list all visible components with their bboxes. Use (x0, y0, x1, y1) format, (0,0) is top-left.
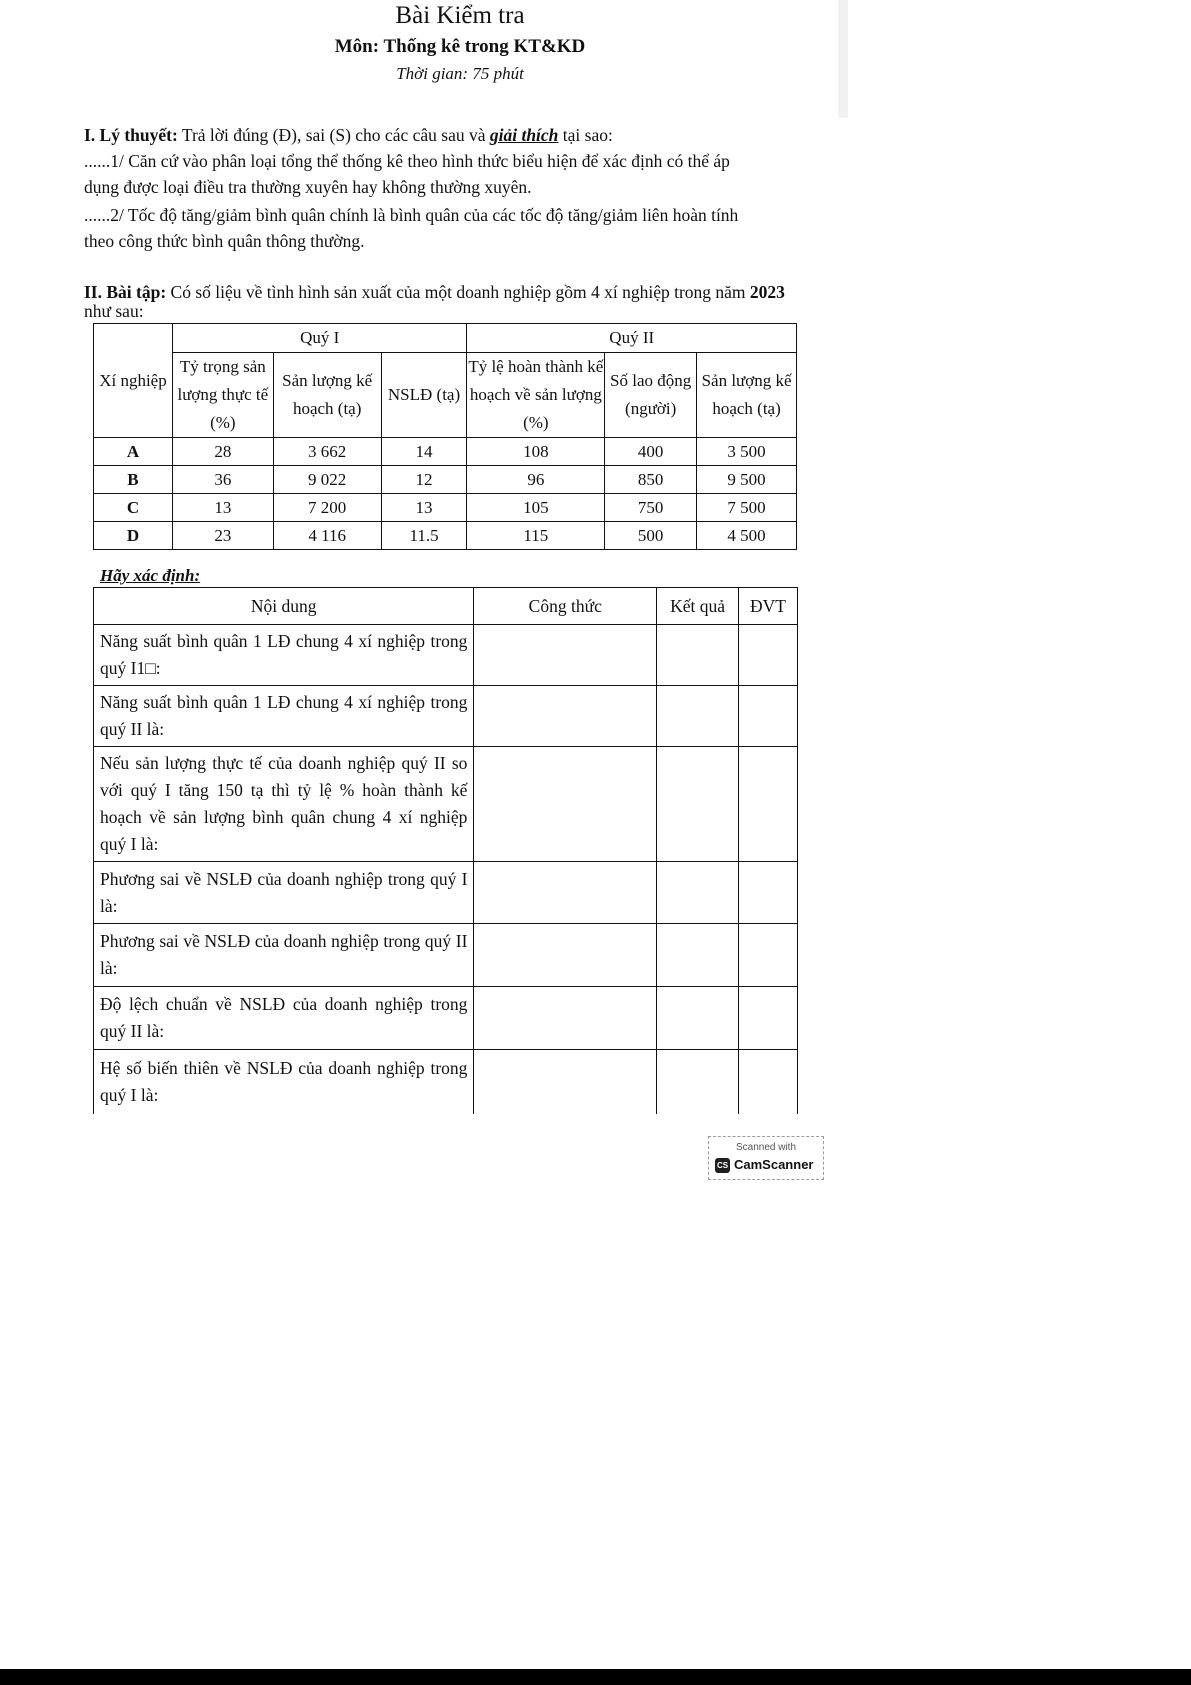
result-cell[interactable] (657, 862, 739, 924)
result-cell[interactable] (657, 987, 739, 1050)
section1-suffix: tại sao: (558, 125, 613, 145)
table-cell: 23 (172, 522, 273, 550)
question1-line1: ......1/ Căn cứ vào phân loại tổng thể thống kê theo hình thức biểu hiện để xác định có thể áp (84, 151, 730, 171)
result-cell[interactable] (657, 625, 739, 686)
task-heading: Hãy xác định: (100, 566, 201, 585)
answer-row (94, 924, 798, 987)
answer-row (94, 987, 798, 1050)
header-quarter-1: Quý I (172, 324, 467, 353)
camscanner-logo-icon: CS (715, 1158, 730, 1173)
header-q2-ty-le-hoan-thanh: Tỷ lệ hoàn thành kế hoạch về sản lượng (%) (467, 353, 605, 438)
header-cong-thuc: Công thức (474, 588, 657, 625)
unit-cell[interactable] (739, 625, 798, 686)
production-data-table (93, 323, 797, 550)
row-label: D (94, 522, 173, 550)
table-row (94, 438, 797, 466)
row-label: A (94, 438, 173, 466)
unit-cell[interactable] (739, 862, 798, 924)
header-q1-ty-trong: Tỷ trọng sản lượng thực tế (%) (172, 353, 273, 438)
result-cell[interactable] (657, 747, 739, 862)
table-row (94, 522, 797, 550)
table-cell: 13 (172, 494, 273, 522)
table-cell: 7 200 (273, 494, 381, 522)
table-cell: 4 116 (273, 522, 381, 550)
answer-row (94, 625, 798, 686)
answer-item-text: Nếu sản lượng thực tế của doanh nghiệp quý II so với quý I tăng 150 tạ thì tỷ lệ % hoàn thành kế hoạch về sản lượng bình quân chung 4 xí nghiệp quý I là: (94, 747, 474, 862)
formula-cell[interactable] (474, 747, 657, 862)
table-cell: 7 500 (697, 494, 797, 522)
table-cell: 9 500 (697, 466, 797, 494)
result-cell[interactable] (657, 686, 739, 747)
table-cell: 108 (467, 438, 605, 466)
table-cell: 750 (605, 494, 697, 522)
table-cell: 13 (381, 494, 467, 522)
answer-item-text: Hệ số biến thiên về NSLĐ của doanh nghiệp trong quý I là: (94, 1050, 474, 1115)
watermark-brand: CamScanner (734, 1157, 814, 1172)
header-q1-nsld: NSLĐ (tạ) (381, 353, 467, 438)
result-cell[interactable] (657, 924, 739, 987)
formula-cell[interactable] (474, 686, 657, 747)
page-title: Bài Kiểm tra (395, 2, 525, 29)
subject-line: Môn: Thống kê trong KT&KD (334, 36, 586, 57)
result-cell[interactable] (657, 1050, 739, 1115)
formula-cell[interactable] (474, 987, 657, 1050)
watermark-caption: Scanned with (735, 1142, 797, 1153)
table-cell: 36 (172, 466, 273, 494)
header-noi-dung: Nội dung (94, 588, 474, 625)
formula-cell[interactable] (474, 862, 657, 924)
section1-emphasis: giải thích (489, 125, 559, 145)
header-q2-san-luong-ke-hoach: Sản lượng kế hoạch (tạ) (697, 353, 797, 438)
unit-cell[interactable] (739, 747, 798, 862)
answer-item-text: Năng suất bình quân 1 LĐ chung 4 xí nghiệp trong quý I1□: (94, 625, 474, 686)
answer-row (94, 862, 798, 924)
bottom-black-bar (0, 1669, 1191, 1685)
table-cell: 4 500 (697, 522, 797, 550)
section2-line2: như sau: (84, 301, 144, 321)
formula-cell[interactable] (474, 1050, 657, 1115)
time-line: Thời gian: 75 phút (396, 64, 524, 83)
camscanner-watermark (708, 1136, 824, 1180)
section1-label: I. Lý thuyết: (84, 125, 178, 145)
table-cell: 3 662 (273, 438, 381, 466)
unit-cell[interactable] (739, 686, 798, 747)
answer-row (94, 747, 798, 862)
answer-item-text: Năng suất bình quân 1 LĐ chung 4 xí nghiệp trong quý II là: (94, 686, 474, 747)
section2-intro: Có số liệu về tình hình sản xuất của một doanh nghiệp gồm 4 xí nghiệp trong năm (166, 282, 750, 302)
table-cell: 500 (605, 522, 697, 550)
question2-line1: ......2/ Tốc độ tăng/giảm bình quân chính là bình quân của các tốc độ tăng/giảm liên hoàn tính (84, 205, 739, 225)
section2-heading (84, 279, 785, 305)
row-label: C (94, 494, 173, 522)
formula-cell[interactable] (474, 924, 657, 987)
formula-cell[interactable] (474, 625, 657, 686)
section1-instruction: Trả lời đúng (Đ), sai (S) cho các câu sau và (177, 125, 490, 145)
answer-row (94, 1050, 798, 1115)
table-cell: 105 (467, 494, 605, 522)
header-ket-qua: Kết quả (657, 588, 739, 625)
answer-row (94, 686, 798, 747)
unit-cell[interactable] (739, 987, 798, 1050)
section1-heading (84, 122, 613, 148)
table-cell: 9 022 (273, 466, 381, 494)
table-cell: 12 (381, 466, 467, 494)
header-xi-nghiep: Xí nghiệp (94, 324, 173, 438)
section2-year: 2023 (749, 282, 785, 302)
question1-line2: dụng được loại điều tra thường xuyên hay không thường xuyên. (84, 177, 532, 197)
table-cell: 11.5 (381, 522, 467, 550)
table-row (94, 494, 797, 522)
question2-line2: theo công thức bình quân thông thường. (84, 231, 365, 251)
table-cell: 14 (381, 438, 467, 466)
table-row (94, 466, 797, 494)
answer-item-text: Độ lệch chuẩn về NSLĐ của doanh nghiệp trong quý II là: (94, 987, 474, 1050)
table-cell: 850 (605, 466, 697, 494)
table-cell: 3 500 (697, 438, 797, 466)
table-cell: 96 (467, 466, 605, 494)
header-dvt: ĐVT (739, 588, 798, 625)
answer-item-text: Phương sai về NSLĐ của doanh nghiệp trong quý I là: (94, 862, 474, 924)
table-cell: 28 (172, 438, 273, 466)
unit-cell[interactable] (739, 1050, 798, 1115)
table-cell: 115 (467, 522, 605, 550)
header-quarter-2: Quý II (467, 324, 797, 353)
table-cell: 400 (605, 438, 697, 466)
answer-table (93, 587, 798, 1114)
unit-cell[interactable] (739, 924, 798, 987)
section2-label: II. Bài tập: (84, 282, 167, 302)
row-label: B (94, 466, 173, 494)
header-q1-san-luong-ke-hoach: Sản lượng kế hoạch (tạ) (273, 353, 381, 438)
answer-item-text: Phương sai về NSLĐ của doanh nghiệp trong quý II là: (94, 924, 474, 987)
header-q2-so-lao-dong: Số lao động (người) (605, 353, 697, 438)
